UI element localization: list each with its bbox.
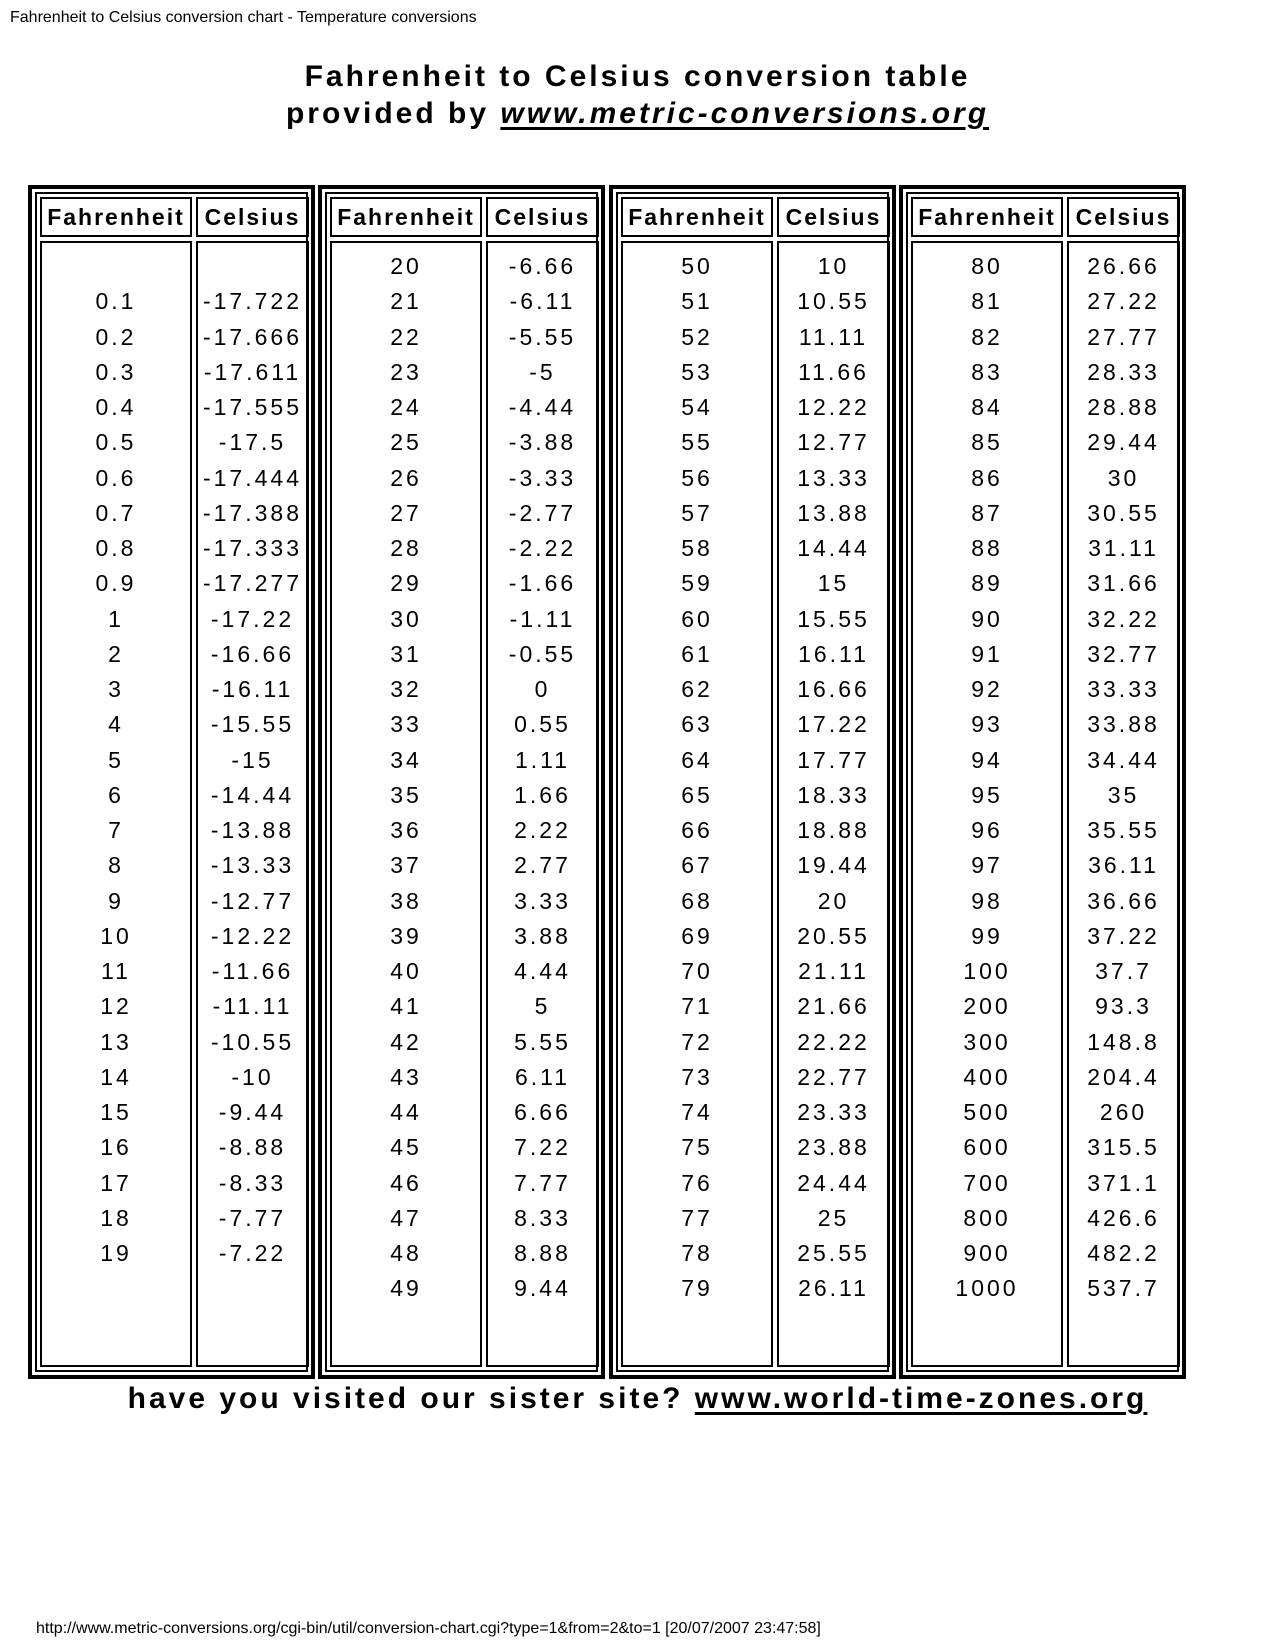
celsius-value: -8.88 (218, 1134, 287, 1161)
celsius-value: -0.55 (508, 640, 577, 667)
celsius-value: -1.66 (508, 570, 577, 597)
page-title (0, 58, 1275, 132)
celsius-value: 30 (1107, 464, 1140, 491)
celsius-value: 426.6 (1087, 1204, 1160, 1231)
fahrenheit-value: 67 (681, 852, 713, 879)
celsius-value: 4.44 (514, 958, 571, 984)
fahrenheit-value: 43 (390, 1063, 422, 1090)
celsius-value: 3.33 (514, 887, 571, 914)
fahrenheit-value: 32 (390, 676, 422, 702)
fahrenheit-value: 28 (390, 535, 422, 561)
fahrenheit-value: 83 (971, 358, 1003, 385)
fahrenheit-value: 39 (390, 922, 422, 949)
celsius-value: 8.88 (514, 1240, 571, 1266)
celsius-value: 148.8 (1087, 1028, 1160, 1055)
fahrenheit-value: 800 (963, 1204, 1011, 1231)
fahrenheit-value: 26 (390, 464, 422, 491)
fahrenheit-value: 1000 (955, 1275, 1019, 1302)
fahrenheit-value: 1 (108, 605, 124, 632)
fahrenheit-value: 94 (971, 746, 1003, 773)
fahrenheit-value: 600 (963, 1134, 1011, 1161)
celsius-value: -16.66 (210, 640, 295, 667)
celsius-value: 37.22 (1087, 922, 1160, 949)
celsius-value: -3.88 (508, 429, 577, 456)
header-fahrenheit: Fahrenheit (330, 197, 482, 237)
celsius-value: 11.66 (798, 358, 869, 385)
fahrenheit-value: 0.5 (95, 429, 137, 456)
celsius-value: -11.11 (212, 993, 293, 1020)
celsius-value: 34.44 (1087, 746, 1160, 773)
celsius-value: -17.333 (202, 535, 302, 561)
fahrenheit-value: 88 (971, 535, 1003, 561)
fahrenheit-value: 51 (681, 288, 713, 315)
fahrenheit-value: 8 (108, 852, 124, 879)
celsius-value: -17.277 (202, 570, 302, 597)
celsius-value: 22.77 (797, 1063, 870, 1090)
fahrenheit-value: 79 (681, 1275, 713, 1302)
fahrenheit-value: 91 (971, 640, 1003, 667)
celsius-value: 6.11 (514, 1063, 571, 1090)
fahrenheit-value: 500 (963, 1099, 1011, 1125)
celsius-value: -7.77 (218, 1204, 287, 1231)
celsius-column (777, 241, 890, 1367)
celsius-value: -16.11 (211, 676, 294, 702)
celsius-value: 35 (1107, 781, 1140, 808)
celsius-value: 23.33 (797, 1099, 870, 1125)
celsius-value: 12.22 (797, 394, 870, 420)
celsius-value: 17.77 (797, 746, 870, 773)
fahrenheit-value: 80 (971, 253, 1003, 279)
celsius-value: 24.44 (797, 1169, 870, 1196)
fahrenheit-value: 34 (390, 746, 422, 773)
celsius-column (1067, 241, 1180, 1367)
celsius-value: -6.11 (509, 288, 576, 315)
fahrenheit-value: 49 (390, 1275, 422, 1302)
celsius-value: -17.555 (202, 394, 302, 420)
celsius-value: 18.88 (797, 817, 870, 843)
celsius-value: -9.44 (218, 1099, 287, 1125)
fahrenheit-column (911, 241, 1063, 1367)
celsius-value: 31.11 (1088, 535, 1159, 561)
fahrenheit-value: 40 (390, 958, 422, 984)
fahrenheit-value: 54 (681, 394, 713, 420)
fahrenheit-value: 46 (390, 1169, 422, 1196)
fahrenheit-value: 400 (963, 1063, 1011, 1090)
fahrenheit-value: 31 (390, 640, 422, 667)
fahrenheit-value: 90 (971, 605, 1003, 632)
celsius-value: 16.11 (798, 640, 869, 667)
celsius-value: 28.88 (1087, 394, 1160, 420)
fahrenheit-value: 12 (100, 993, 132, 1020)
celsius-value: 2.22 (514, 817, 571, 843)
fahrenheit-value: 17 (100, 1169, 132, 1196)
fahrenheit-value: 87 (971, 499, 1003, 526)
fahrenheit-value: 3 (108, 676, 124, 702)
fahrenheit-value: 99 (971, 922, 1003, 949)
celsius-value: -17.5 (218, 429, 287, 456)
fahrenheit-value: 22 (390, 323, 422, 350)
fahrenheit-column (40, 241, 192, 1367)
fahrenheit-value: 10 (100, 922, 132, 949)
celsius-value: -3.33 (508, 464, 577, 491)
celsius-value: 9.44 (514, 1275, 571, 1302)
fahrenheit-value: 61 (681, 640, 713, 667)
fahrenheit-value: 56 (681, 464, 713, 491)
fahrenheit-value: 52 (681, 323, 713, 350)
fahrenheit-value: 7 (108, 817, 124, 843)
fahrenheit-value: 6 (108, 781, 124, 808)
celsius-value: -12.22 (210, 922, 295, 949)
fahrenheit-value: 95 (971, 781, 1003, 808)
celsius-value: 23.88 (797, 1134, 870, 1161)
celsius-value: -17.666 (202, 323, 302, 350)
fahrenheit-value: 72 (681, 1028, 713, 1055)
celsius-value: 27.77 (1087, 323, 1160, 350)
fahrenheit-value: 0.4 (95, 394, 137, 420)
celsius-value: -6.66 (508, 253, 577, 279)
fahrenheit-value: 0.3 (95, 358, 137, 385)
fahrenheit-value: 73 (681, 1063, 713, 1090)
conversion-table-4 (899, 185, 1186, 1379)
print-page-footer-url: http://www.metric-conversions.org/cgi-bin/util/conversion-chart.cgi?type=1&from=2&to=1 [20/07/2007 23:47:58] (36, 1620, 821, 1637)
celsius-value: 32.22 (1087, 605, 1160, 632)
celsius-value: 25.55 (797, 1240, 870, 1266)
fahrenheit-value: 55 (681, 429, 713, 456)
fahrenheit-value: 0.7 (95, 499, 137, 526)
celsius-value: -17.611 (203, 358, 302, 385)
fahrenheit-column (621, 241, 773, 1367)
fahrenheit-value: 58 (681, 535, 713, 561)
celsius-value: 315.5 (1087, 1134, 1160, 1161)
fahrenheit-value: 96 (971, 817, 1003, 843)
fahrenheit-value: 27 (390, 499, 422, 526)
fahrenheit-value: 20 (390, 253, 422, 279)
sister-site-prefix: have you visited our sister site? (127, 1382, 684, 1415)
fahrenheit-value: 93 (971, 711, 1003, 738)
celsius-value: 1.11 (514, 746, 571, 773)
fahrenheit-value: 89 (971, 570, 1003, 597)
fahrenheit-value: 0.8 (95, 535, 137, 561)
fahrenheit-value: 9 (108, 887, 124, 914)
fahrenheit-value: 0.9 (95, 570, 137, 597)
header-celsius: Celsius (1067, 197, 1180, 237)
celsius-value: 20 (817, 887, 850, 914)
fahrenheit-value: 18 (100, 1204, 132, 1231)
celsius-value: 30.55 (1087, 499, 1160, 526)
fahrenheit-value: 77 (681, 1204, 713, 1231)
celsius-value: 20.55 (797, 922, 870, 949)
fahrenheit-value: 70 (681, 958, 713, 984)
fahrenheit-value: 48 (390, 1240, 422, 1266)
celsius-value: 37.7 (1095, 958, 1152, 984)
fahrenheit-value: 4 (108, 711, 124, 738)
fahrenheit-value: 14 (100, 1063, 132, 1090)
fahrenheit-value: 38 (390, 887, 422, 914)
fahrenheit-value: 100 (963, 958, 1011, 984)
fahrenheit-value: 42 (390, 1028, 422, 1055)
celsius-value: -17.22 (210, 605, 295, 632)
celsius-value: 13.88 (797, 499, 870, 526)
fahrenheit-value: 75 (681, 1134, 713, 1161)
fahrenheit-value: 63 (681, 711, 713, 738)
celsius-value: 482.2 (1087, 1240, 1160, 1266)
celsius-value: 18.33 (797, 781, 870, 808)
fahrenheit-value: 700 (963, 1169, 1011, 1196)
fahrenheit-value: 84 (971, 394, 1003, 420)
fahrenheit-value: 23 (390, 358, 422, 385)
fahrenheit-value: 65 (681, 781, 713, 808)
celsius-value: 5 (534, 993, 551, 1020)
conversion-table-2 (318, 185, 605, 1379)
celsius-value: -1.11 (509, 605, 576, 632)
celsius-value: 0.55 (514, 711, 571, 738)
fahrenheit-value: 66 (681, 817, 713, 843)
celsius-value: 17.22 (797, 711, 870, 738)
fahrenheit-value: 68 (681, 887, 713, 914)
celsius-value: 6.66 (514, 1099, 571, 1125)
celsius-value: -4.44 (508, 394, 577, 420)
fahrenheit-column (330, 241, 482, 1367)
fahrenheit-value: 53 (681, 358, 713, 385)
fahrenheit-value: 57 (681, 499, 713, 526)
fahrenheit-value: 36 (390, 817, 422, 843)
fahrenheit-value: 2 (108, 640, 124, 667)
celsius-value: -15 (231, 746, 274, 773)
fahrenheit-value: 0.6 (95, 464, 137, 491)
fahrenheit-value: 82 (971, 323, 1003, 350)
celsius-value: 2.77 (514, 852, 571, 879)
fahrenheit-value: 0.1 (95, 288, 137, 315)
world-time-zones-link[interactable]: www.world-time-zones.org (694, 1382, 1148, 1415)
celsius-value: 21.66 (797, 993, 870, 1020)
celsius-value: 13.33 (797, 464, 870, 491)
conversion-table-1 (28, 185, 315, 1379)
fahrenheit-value: 97 (971, 852, 1003, 879)
celsius-value: 28.33 (1087, 358, 1160, 385)
celsius-column (196, 241, 309, 1367)
metric-conversions-link[interactable]: www.metric-conversions.org (500, 97, 990, 130)
celsius-value: 371.1 (1087, 1169, 1160, 1196)
celsius-value: -12.77 (210, 887, 295, 914)
header-celsius: Celsius (196, 197, 309, 237)
title-prefix: provided by (285, 97, 490, 130)
fahrenheit-value: 50 (681, 253, 713, 279)
fahrenheit-value: 30 (390, 605, 422, 632)
fahrenheit-value: 64 (681, 746, 713, 773)
fahrenheit-value: 24 (390, 394, 422, 420)
celsius-value: 26.66 (1087, 253, 1160, 279)
celsius-value: 26.11 (798, 1275, 869, 1302)
conversion-table-3 (609, 185, 896, 1379)
header-celsius: Celsius (486, 197, 599, 237)
celsius-value: 36.11 (1088, 852, 1159, 879)
header-celsius: Celsius (777, 197, 890, 237)
fahrenheit-value: 44 (390, 1099, 422, 1125)
fahrenheit-value: 74 (681, 1099, 713, 1125)
fahrenheit-value: 98 (971, 887, 1003, 914)
celsius-value: 93.3 (1095, 993, 1152, 1020)
celsius-value: 16.66 (797, 676, 870, 702)
header-fahrenheit: Fahrenheit (911, 197, 1063, 237)
celsius-value: 537.7 (1087, 1275, 1160, 1302)
fahrenheit-value: 5 (108, 746, 124, 773)
celsius-value: -7.22 (218, 1240, 287, 1266)
celsius-value: -10.55 (210, 1028, 295, 1055)
sister-site-note (0, 1382, 1275, 1416)
celsius-value: 0 (534, 676, 551, 702)
celsius-value: 12.77 (797, 429, 870, 456)
celsius-value: -2.77 (508, 499, 577, 526)
celsius-value: -17.444 (202, 464, 302, 491)
celsius-value: 8.33 (514, 1204, 571, 1231)
print-page-header: Fahrenheit to Celsius conversion chart - Temperature conversions (10, 9, 477, 26)
celsius-value: 10.55 (797, 288, 870, 315)
celsius-value: -13.88 (210, 817, 295, 843)
fahrenheit-value: 81 (971, 288, 1003, 315)
celsius-value: 22.22 (797, 1028, 870, 1055)
fahrenheit-value: 85 (971, 429, 1003, 456)
fahrenheit-value: 33 (390, 711, 422, 738)
celsius-value: -13.33 (210, 852, 295, 879)
celsius-value: 260 (1099, 1099, 1148, 1125)
celsius-value: 7.22 (514, 1134, 571, 1161)
fahrenheit-value: 78 (681, 1240, 713, 1266)
fahrenheit-value: 16 (100, 1134, 132, 1161)
title-line-2 (0, 95, 1275, 132)
fahrenheit-value (42, 251, 190, 281)
celsius-value: 14.44 (797, 535, 870, 561)
fahrenheit-value: 35 (390, 781, 422, 808)
celsius-value: -17.722 (202, 288, 302, 315)
fahrenheit-value: 900 (963, 1240, 1011, 1266)
celsius-value: -10 (231, 1063, 274, 1090)
fahrenheit-value: 92 (971, 676, 1003, 702)
fahrenheit-value: 25 (390, 429, 422, 456)
fahrenheit-value: 59 (681, 570, 713, 597)
fahrenheit-value: 86 (971, 464, 1003, 491)
celsius-value: 19.44 (797, 852, 870, 879)
celsius-value: 15.55 (797, 605, 870, 632)
celsius-value: 5.55 (514, 1028, 571, 1055)
celsius-value: -5 (529, 358, 556, 385)
celsius-value: 31.66 (1087, 570, 1160, 597)
celsius-value: 1.66 (514, 781, 571, 808)
fahrenheit-value: 41 (390, 993, 422, 1020)
fahrenheit-value: 71 (681, 993, 713, 1020)
celsius-value: 15 (817, 570, 850, 597)
celsius-value: -14.44 (210, 781, 295, 808)
fahrenheit-value: 76 (681, 1169, 713, 1196)
fahrenheit-value: 200 (963, 993, 1011, 1020)
fahrenheit-value: 15 (100, 1099, 132, 1125)
celsius-value: 36.66 (1087, 887, 1160, 914)
celsius-value: 35.55 (1087, 817, 1160, 843)
title-line-1: Fahrenheit to Celsius conversion table (304, 60, 971, 93)
fahrenheit-value: 300 (963, 1028, 1011, 1055)
header-fahrenheit: Fahrenheit (621, 197, 773, 237)
celsius-value: -15.55 (210, 711, 295, 738)
fahrenheit-value: 13 (100, 1028, 132, 1055)
fahrenheit-value: 21 (390, 288, 422, 315)
celsius-value: 10 (817, 253, 850, 279)
fahrenheit-value: 19 (100, 1240, 132, 1266)
celsius-value: 27.22 (1087, 288, 1160, 315)
celsius-value: -11.66 (211, 958, 294, 984)
celsius-value: 3.88 (514, 922, 571, 949)
celsius-value: -2.22 (508, 535, 577, 561)
celsius-value: 33.88 (1087, 711, 1160, 738)
celsius-column (486, 241, 599, 1367)
fahrenheit-value: 62 (681, 676, 713, 702)
celsius-value: 204.4 (1087, 1063, 1160, 1090)
header-fahrenheit: Fahrenheit (40, 197, 192, 237)
celsius-value (198, 251, 307, 281)
fahrenheit-value: 11 (101, 958, 131, 984)
celsius-value: 33.33 (1087, 676, 1160, 702)
celsius-value: 21.11 (798, 958, 869, 984)
fahrenheit-value: 69 (681, 922, 713, 949)
fahrenheit-value: 45 (390, 1134, 422, 1161)
fahrenheit-value: 29 (390, 570, 422, 597)
celsius-value: 32.77 (1087, 640, 1160, 667)
fahrenheit-value: 60 (681, 605, 713, 632)
celsius-value: -5.55 (508, 323, 577, 350)
fahrenheit-value: 47 (390, 1204, 422, 1231)
fahrenheit-value: 37 (390, 852, 422, 879)
celsius-value: -8.33 (218, 1169, 287, 1196)
celsius-value: 29.44 (1087, 429, 1160, 456)
celsius-value: 25 (817, 1204, 850, 1231)
celsius-value: -17.388 (202, 499, 302, 526)
fahrenheit-value: 0.2 (95, 323, 137, 350)
celsius-value: 11.11 (798, 323, 869, 350)
celsius-value: 7.77 (514, 1169, 571, 1196)
